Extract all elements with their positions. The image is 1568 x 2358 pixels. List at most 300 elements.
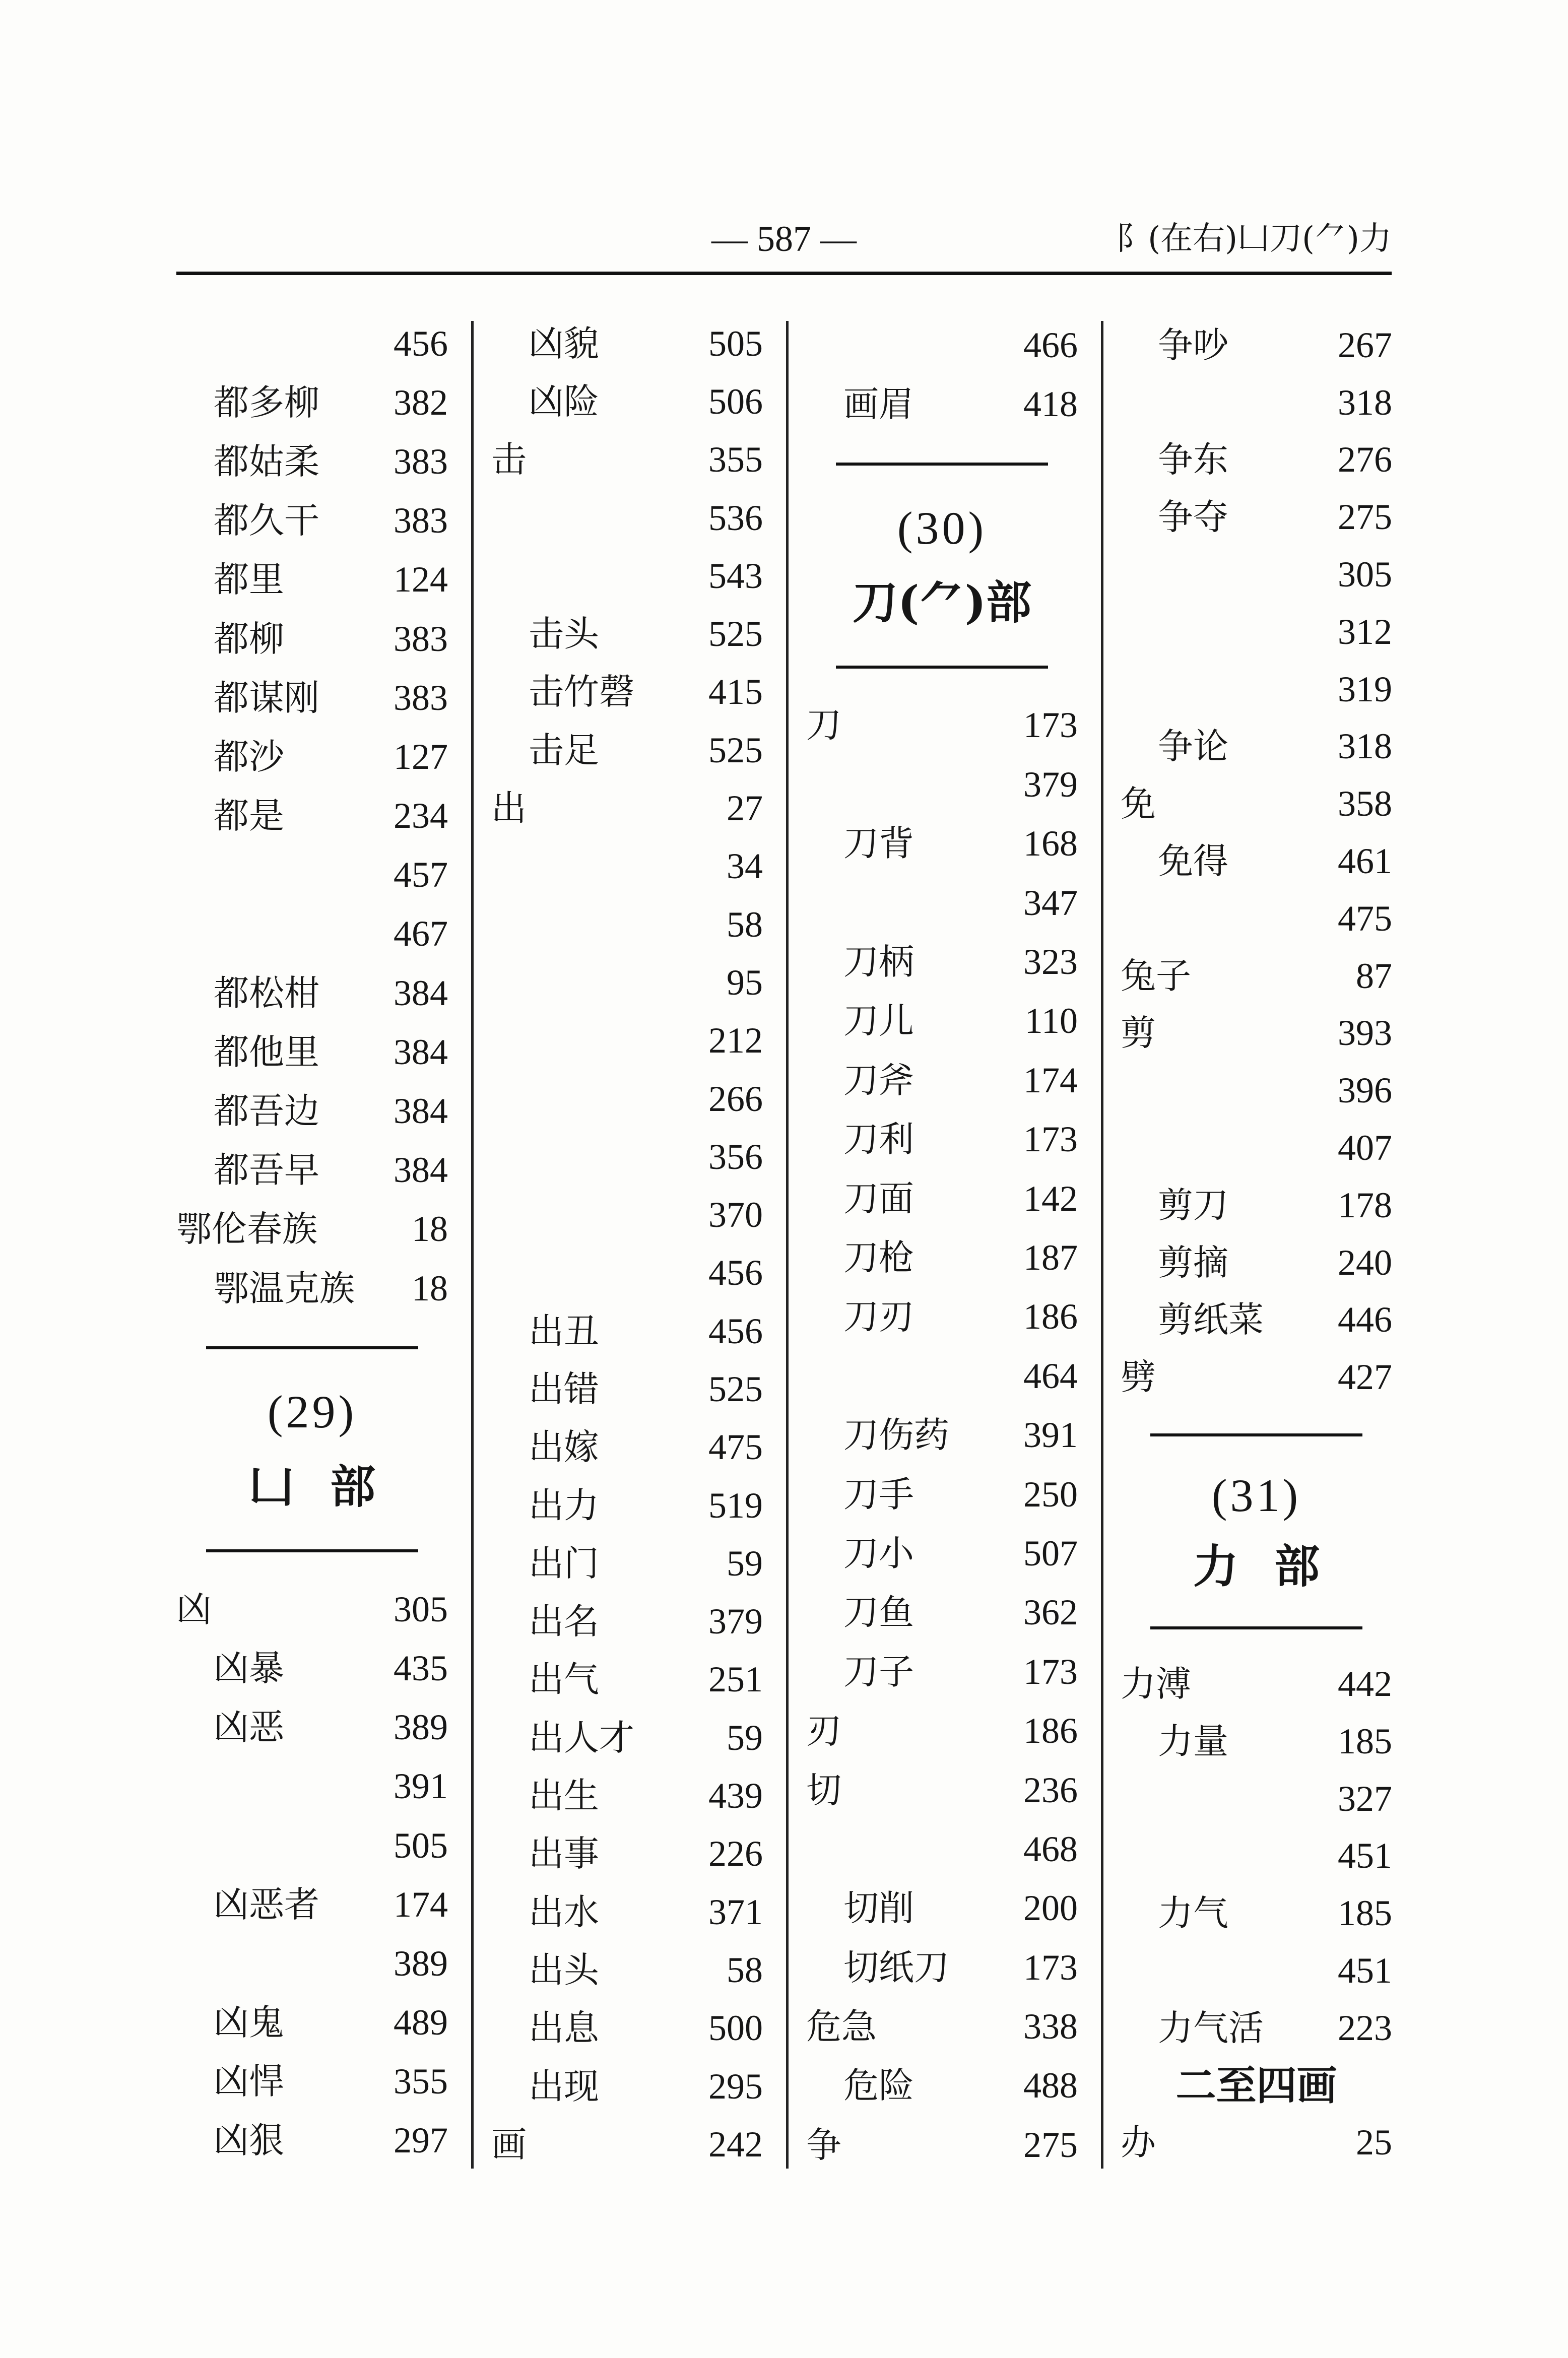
entry-term: 刀柄 [843, 941, 914, 983]
entry-term: 力量 [1158, 1720, 1228, 1762]
entry-page: 312 [1338, 611, 1392, 652]
entry-term: 出生 [529, 1775, 599, 1817]
page-reference-row [491, 1012, 763, 1070]
entry-term: 击竹磬 [529, 671, 634, 713]
index-column-2 [491, 314, 763, 2174]
entry-term: 都吾早 [214, 1149, 319, 1191]
page-reference-row [176, 1816, 448, 1875]
entry-term: 都谋刚 [214, 677, 319, 718]
entry-term: 都吾边 [214, 1090, 319, 1132]
index-entry [176, 491, 448, 550]
entry-page: 439 [708, 1776, 763, 1816]
entry-term: 都是 [214, 795, 284, 837]
entry-term: 力气 [1158, 1892, 1228, 1934]
entry-term: 刀鱼 [843, 1592, 914, 1633]
entry-page: 370 [708, 1195, 763, 1235]
index-entry [491, 605, 763, 663]
entry-page: 338 [1023, 2006, 1078, 2047]
index-entry [1121, 316, 1392, 374]
entry-page: 327 [1338, 1778, 1392, 1819]
page-reference-row [1121, 661, 1392, 718]
entry-page: 442 [1338, 1664, 1392, 1705]
column-divider [471, 321, 474, 2169]
section-number: (30) [897, 502, 987, 554]
index-entry [491, 1709, 763, 1766]
page-reference-row [491, 1186, 763, 1243]
entry-page: 396 [1338, 1070, 1392, 1111]
entry-page: 489 [394, 2002, 448, 2043]
entry-page: 275 [1338, 497, 1392, 538]
index-entry [491, 1941, 763, 1999]
entry-page: 461 [1338, 841, 1392, 882]
entry-page: 464 [1023, 1355, 1078, 1396]
index-entry [806, 992, 1078, 1051]
section-number: (31) [1211, 1470, 1301, 1522]
index-head-entry [806, 1701, 1078, 1760]
index-head-entry [1121, 775, 1392, 832]
entry-page: 295 [708, 2066, 763, 2107]
index-entry [491, 1534, 763, 1592]
entry-page: 318 [1338, 382, 1392, 423]
entry-page: 456 [394, 323, 448, 364]
entry-term: 刀斧 [843, 1059, 914, 1101]
entry-term: 鄂温克族 [214, 1267, 355, 1309]
index-head-entry [491, 431, 763, 489]
entry-term: 出丑 [529, 1310, 599, 1352]
entry-term: 凶恶者 [214, 1883, 319, 1925]
page-reference-row [491, 1128, 763, 1186]
entry-page: 427 [1338, 1357, 1392, 1398]
entry-page: 275 [1023, 2124, 1078, 2165]
entry-term: 都多柳 [214, 381, 319, 423]
entry-page: 456 [708, 1253, 763, 1293]
entry-term: 出 [491, 788, 527, 829]
page-number: — 587 — [711, 219, 857, 259]
entry-term: 刀背 [843, 823, 914, 865]
index-entry [176, 1081, 448, 1140]
entry-page: 87 [1356, 955, 1392, 996]
section-rule [206, 1346, 418, 1349]
entry-page: 451 [1338, 1836, 1392, 1876]
entry-page: 543 [708, 555, 763, 596]
entry-term: 都沙 [214, 736, 284, 777]
page-reference-row [176, 1934, 448, 1993]
index-head-entry [806, 2115, 1078, 2174]
index-head-entry [806, 1760, 1078, 1819]
entry-page: 185 [1338, 1893, 1392, 1934]
entry-term: 击头 [529, 613, 599, 655]
entry-page: 267 [1338, 324, 1392, 365]
index-entry [806, 1110, 1078, 1169]
entry-page: 446 [1338, 1299, 1392, 1340]
entry-page: 507 [1023, 1533, 1078, 1574]
entry-page: 525 [708, 730, 763, 770]
index-entry [806, 814, 1078, 873]
page-reference-row [491, 489, 763, 547]
entry-term: 刀枪 [843, 1236, 914, 1278]
entry-page: 305 [1338, 554, 1392, 595]
index-entry [1121, 1291, 1392, 1349]
column-divider [1101, 321, 1103, 2169]
entry-term: 出嫁 [529, 1426, 599, 1468]
entry-term: 鄂伦春族 [176, 1208, 317, 1250]
entry-page: 174 [394, 1884, 448, 1925]
entry-page: 506 [708, 381, 763, 422]
entry-page: 58 [727, 904, 763, 945]
index-entry [176, 1022, 448, 1081]
page-reference-row [491, 837, 763, 895]
index-entry [176, 1259, 448, 1318]
entry-page: 212 [708, 1020, 763, 1061]
index-entry [491, 1418, 763, 1476]
entry-term: 刀 [806, 704, 841, 746]
entry-term: 免 [1121, 783, 1156, 825]
entry-page: 18 [412, 1268, 448, 1308]
page-reference-row [806, 1346, 1078, 1405]
entry-page: 383 [394, 618, 448, 659]
entry-page: 186 [1023, 1296, 1078, 1337]
entry-term: 刀小 [843, 1532, 914, 1574]
entry-term: 危急 [806, 2006, 877, 2048]
entry-term: 凶险 [529, 380, 599, 422]
entry-page: 173 [1023, 1651, 1078, 1692]
index-entry [491, 1766, 763, 1824]
running-head-radicals: 阝(在右)凵刀(⺈)力 [1116, 220, 1392, 257]
page-reference-row [491, 1244, 763, 1302]
entry-page: 362 [1023, 1592, 1078, 1633]
index-entry [491, 1360, 763, 1418]
entry-page: 355 [394, 2061, 448, 2102]
entry-term: 画 [491, 2123, 527, 2165]
entry-page: 127 [394, 736, 448, 777]
entry-term: 都柳 [214, 618, 284, 660]
section-rule [1150, 1433, 1362, 1436]
entry-page: 95 [727, 962, 763, 1003]
entry-page: 371 [708, 1891, 763, 1932]
entry-term: 刀面 [843, 1177, 914, 1219]
entry-term: 出错 [529, 1368, 599, 1410]
index-entry [491, 1302, 763, 1360]
radical-section-heading [176, 1318, 448, 1580]
entry-page: 319 [1338, 669, 1392, 709]
index-entry [176, 1698, 448, 1757]
entry-term: 凶恶 [214, 1707, 284, 1748]
page-reference-row [1121, 1827, 1392, 1885]
index-head-entry [176, 1200, 448, 1259]
index-head-entry [1121, 1005, 1392, 1062]
entry-term: 免得 [1158, 840, 1228, 882]
index-entry [176, 432, 448, 491]
entry-page: 384 [394, 1150, 448, 1191]
index-entry [491, 1825, 763, 1883]
entry-page: 110 [1024, 1001, 1078, 1041]
entry-page: 468 [1023, 1828, 1078, 1869]
page-reference-row [176, 1757, 448, 1816]
entry-page: 242 [708, 2124, 763, 2165]
entry-page: 519 [708, 1485, 763, 1526]
entry-term: 出气 [529, 1659, 599, 1700]
index-entry [806, 1287, 1078, 1346]
entry-term: 剪刀 [1158, 1184, 1228, 1226]
entry-page: 266 [708, 1078, 763, 1119]
entry-page: 383 [394, 500, 448, 541]
entry-page: 347 [1023, 882, 1078, 923]
index-entry [176, 1993, 448, 2052]
entry-page: 393 [1338, 1013, 1392, 1054]
index-column-1 [176, 314, 448, 2170]
index-entry [491, 1593, 763, 1651]
entry-page: 223 [1338, 2007, 1392, 2048]
index-entry [176, 2052, 448, 2111]
radical-section-heading [806, 434, 1078, 696]
page-reference-row [806, 755, 1078, 814]
index-entry [1121, 1999, 1392, 2057]
entry-page: 200 [1023, 1888, 1078, 1929]
entry-term: 剪 [1121, 1012, 1156, 1054]
entry-term: 凶鬼 [214, 2002, 284, 2044]
entry-page: 435 [394, 1648, 448, 1688]
page-reference-row [1121, 1770, 1392, 1827]
entry-page: 418 [1023, 384, 1078, 425]
section-title: 凵 部 [248, 1460, 376, 1514]
index-entry [176, 2111, 448, 2170]
entry-term: 危险 [843, 2065, 914, 2107]
page-reference-row [1121, 546, 1392, 603]
entry-page: 355 [708, 439, 763, 480]
entry-page: 124 [394, 559, 448, 600]
entry-term: 出事 [529, 1833, 599, 1875]
entry-term: 刀伤药 [843, 1414, 949, 1456]
index-entry [1121, 718, 1392, 775]
entry-page: 457 [394, 855, 448, 895]
section-rule [836, 463, 1048, 466]
entry-page: 456 [708, 1311, 763, 1351]
index-entry [806, 932, 1078, 991]
page-reference-row [1121, 1942, 1392, 1999]
index-entry [491, 372, 763, 430]
entry-term: 切削 [843, 1887, 914, 1929]
entry-page: 389 [394, 1707, 448, 1748]
entry-page: 185 [1338, 1721, 1392, 1761]
entry-term: 出门 [529, 1542, 599, 1584]
entry-page: 25 [1356, 2122, 1392, 2163]
entry-term: 争论 [1158, 726, 1228, 767]
entry-page: 173 [1023, 705, 1078, 746]
entry-page: 407 [1338, 1128, 1392, 1168]
entry-page: 415 [708, 672, 763, 712]
entry-page: 391 [1023, 1415, 1078, 1456]
entry-page: 305 [394, 1589, 448, 1629]
index-entry [1121, 431, 1392, 489]
entry-page: 34 [727, 846, 763, 887]
page-reference-row [806, 315, 1078, 374]
entry-page: 168 [1023, 823, 1078, 864]
index-entry [176, 550, 448, 609]
entry-term: 出名 [529, 1601, 599, 1643]
entry-page: 59 [727, 1543, 763, 1584]
index-entry [806, 1465, 1078, 1524]
page-reference-row [1121, 890, 1392, 947]
entry-page: 382 [394, 382, 448, 423]
entry-page: 525 [708, 1368, 763, 1409]
column-divider [786, 321, 789, 2169]
entry-term: 画眉 [843, 383, 914, 425]
index-entry [1121, 488, 1392, 546]
index-entry [176, 609, 448, 668]
index-head-entry [806, 696, 1078, 755]
entry-page: 58 [727, 1949, 763, 1990]
index-head-entry [1121, 1655, 1392, 1713]
page-reference-row [491, 1070, 763, 1128]
entry-page: 27 [727, 788, 763, 829]
section-rule [206, 1549, 418, 1552]
entry-term: 办 [1121, 2122, 1156, 2164]
index-entry [806, 2056, 1078, 2115]
entry-term: 都久干 [214, 500, 319, 542]
entry-page: 18 [412, 1209, 448, 1250]
entry-term: 力气活 [1158, 2007, 1264, 2049]
entry-term: 力溥 [1121, 1663, 1191, 1705]
entry-term: 出水 [529, 1891, 599, 1933]
section-rule [836, 666, 1048, 669]
entry-page: 389 [394, 1943, 448, 1984]
entry-page: 234 [394, 796, 448, 836]
stroke-count-subheading [1121, 2057, 1392, 2114]
page-reference-row [806, 873, 1078, 932]
entry-page: 276 [1338, 439, 1392, 480]
index-entry [806, 1051, 1078, 1109]
index-entry [806, 1879, 1078, 1938]
entry-term: 出息 [529, 2007, 599, 2049]
entry-page: 297 [394, 2120, 448, 2161]
page-reference-row [491, 895, 763, 953]
index-entry [1121, 1884, 1392, 1942]
entry-term: 刀刃 [843, 1296, 914, 1338]
entry-page: 451 [1338, 1950, 1392, 1991]
index-entry [806, 1583, 1078, 1642]
entry-page: 174 [1023, 1060, 1078, 1100]
entry-page: 475 [708, 1427, 763, 1468]
index-head-entry [1121, 1348, 1392, 1406]
index-entry [176, 373, 448, 432]
entry-page: 525 [708, 614, 763, 654]
index-entry [491, 314, 763, 372]
entry-term: 切纸刀 [843, 1946, 949, 1988]
entry-term: 出人才 [529, 1717, 634, 1758]
entry-page: 384 [394, 1031, 448, 1072]
index-head-entry [491, 779, 763, 837]
index-entry [491, 1999, 763, 2057]
entry-term: 刀儿 [843, 1000, 914, 1042]
index-entry [1121, 1713, 1392, 1770]
entry-page: 391 [394, 1766, 448, 1807]
entry-term: 争东 [1158, 439, 1228, 481]
entry-page: 240 [1338, 1242, 1392, 1283]
entry-page: 379 [708, 1601, 763, 1642]
entry-page: 173 [1023, 1947, 1078, 1988]
entry-page: 178 [1338, 1185, 1392, 1225]
entry-page: 467 [394, 913, 448, 954]
page-reference-row [1121, 1119, 1392, 1176]
entry-term: 兔子 [1121, 955, 1191, 997]
index-entry [806, 374, 1078, 433]
entry-term: 都松柑 [214, 972, 319, 1014]
entry-page: 186 [1023, 1711, 1078, 1751]
entry-term: 争吵 [1158, 324, 1228, 366]
index-column-4 [1121, 316, 1392, 2171]
index-head-entry [1121, 2114, 1392, 2172]
entry-term: 都姑柔 [214, 440, 319, 482]
entry-term: 刀子 [843, 1651, 914, 1692]
section-number: (29) [267, 1386, 357, 1438]
section-title: 刀(⺈)部 [852, 576, 1032, 630]
entry-page: 475 [1338, 898, 1392, 939]
index-entry [491, 1476, 763, 1534]
entry-page: 226 [708, 1833, 763, 1874]
entry-term: 劈 [1121, 1356, 1156, 1398]
index-entry [176, 1639, 448, 1697]
section-title: 力 部 [1193, 1540, 1320, 1594]
index-entry [1121, 1176, 1392, 1234]
entry-page: 323 [1023, 942, 1078, 982]
entry-page: 358 [1338, 783, 1392, 824]
entry-page: 488 [1023, 2065, 1078, 2106]
entry-term: 都里 [214, 559, 284, 601]
entry-term: 刀手 [843, 1473, 914, 1515]
entry-page: 142 [1023, 1178, 1078, 1219]
index-entry [491, 2057, 763, 2115]
entry-term: 争夺 [1158, 496, 1228, 538]
entry-page: 384 [394, 1091, 448, 1132]
entry-term: 刀利 [843, 1119, 914, 1160]
index-entry [806, 1228, 1078, 1287]
entry-term: 凶 [176, 1588, 212, 1630]
entry-term: 凶狠 [214, 2120, 284, 2162]
entry-term: 剪纸菜 [1158, 1299, 1264, 1341]
entry-page: 500 [708, 2008, 763, 2049]
entry-page: 251 [708, 1659, 763, 1700]
entry-page: 466 [1023, 324, 1078, 365]
entry-page: 384 [394, 972, 448, 1013]
entry-term: 击足 [529, 729, 599, 771]
entry-term: 凶悍 [214, 2061, 284, 2103]
index-entry [806, 1524, 1078, 1583]
entry-term: 凶暴 [214, 1647, 284, 1689]
entry-page: 383 [394, 677, 448, 718]
header-rule [176, 272, 1392, 275]
index-entry [176, 1875, 448, 1934]
entry-term: 剪摘 [1158, 1241, 1228, 1283]
index-entry [176, 727, 448, 786]
entry-term: 凶貌 [529, 322, 599, 364]
index-entry [491, 1651, 763, 1709]
radical-section-heading [1121, 1406, 1392, 1655]
entry-term: 出头 [529, 1949, 599, 1991]
index-entry [491, 721, 763, 779]
page-reference-row [1121, 1062, 1392, 1119]
entry-page: 505 [394, 1825, 448, 1866]
subheading-text: 二至四画 [1175, 2061, 1337, 2109]
entry-term: 击 [491, 439, 527, 481]
index-entry [176, 1141, 448, 1200]
page-reference-row [806, 1819, 1078, 1878]
entry-page: 250 [1023, 1474, 1078, 1515]
entry-page: 505 [708, 323, 763, 364]
page-reference-row [491, 547, 763, 605]
index-column-3 [806, 315, 1078, 2175]
index-entry [1121, 832, 1392, 890]
entry-page: 383 [394, 441, 448, 482]
